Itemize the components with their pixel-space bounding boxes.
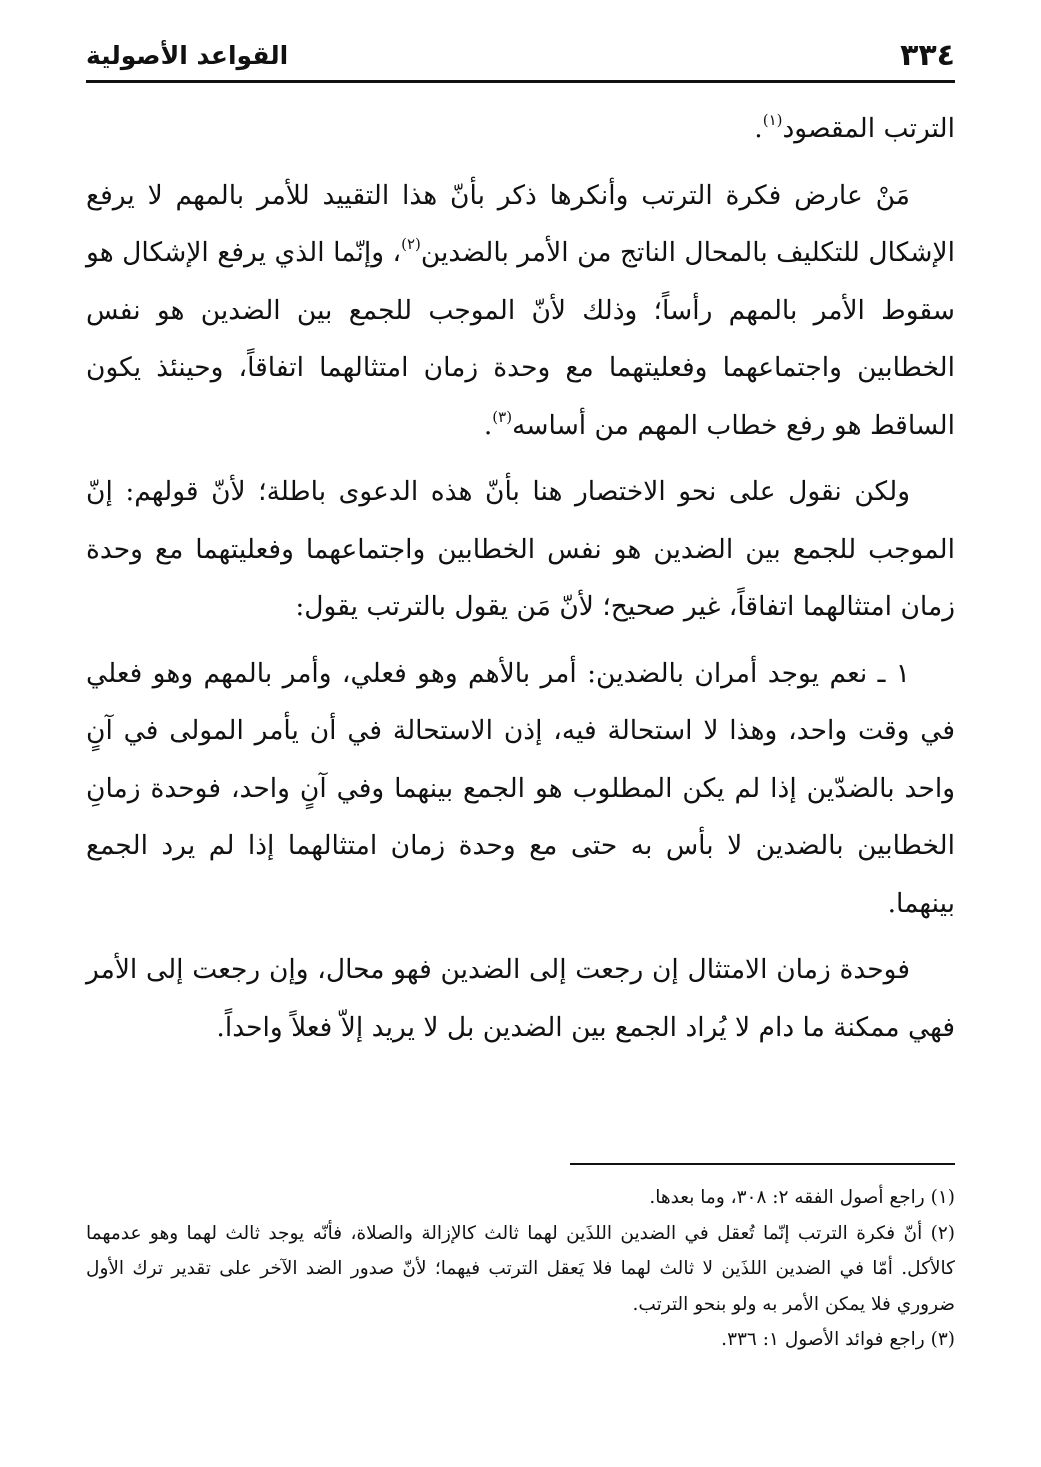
footnote-ref-2: (٢): [401, 235, 421, 253]
footnote-divider: [570, 1163, 955, 1165]
paragraph-3: ولكن نقول على نحو الاختصار هنا بأنّ هذه الدعوى باطلة؛ لأنّ قولهم: إنّ الموجب للجمع بين الضدين هو نفس الخطابين واجتماعهما وفعليتهما مع وحدة زمان امتثالهما اتفاقاً، غير صحيح؛ لأنّ مَن يقول بالترتب يقول:: [86, 476, 955, 622]
paragraph-2-end: .: [483, 409, 493, 441]
footnote-2: (٢) أنّ فكرة الترتب إنّما تُعقل في الضدين اللذَين لهما ثالث كالإزالة والصلاة، فأنّه يوجد ثالث لهما وهو عدمهما كالأكل. أمّا في الضدين اللذَين لا ثالث لهما فلا يَعقل الترتب فيهما؛ لأنّ صدور الضد الآخر على تقدير ترك الأول ضروري فلا يمكن الأمر به ولو بنحو الترتب.: [86, 1222, 955, 1315]
footnote-3: (٣) راجع فوائد الأصول ١: ٣٣٦.: [721, 1329, 955, 1350]
main-text: [86, 100, 955, 1065]
paragraph-2: [86, 167, 955, 455]
page-number: ٣٣٤: [900, 37, 955, 73]
footnote-1: (١) راجع أصول الفقه ٢: ٣٠٨، وما بعدها.: [649, 1187, 955, 1208]
footnotes: [86, 1180, 955, 1358]
paragraph-2-part-a: مَنْ عارض فكرة الترتب وأنكرها ذكر بأنّ هذا التقييد للأمر بالمهم لا يرفع الإشكال للتكليف بالمحال الناتج من الأمر بالضدين: [86, 179, 955, 268]
paragraph-1: [86, 100, 955, 158]
paragraph-1-end: .: [754, 113, 763, 144]
paragraph-1-text: الترتب المقصود: [782, 113, 955, 144]
footnote-ref-3: (٣): [492, 407, 513, 426]
paragraph-5: فوحدة زمان الامتثال إن رجعت إلى الضدين فهو محال، وإن رجعت إلى الأمر فهي ممكنة ما دام لا يُراد الجمع بين الضدين بل لا يريد إلاّ فعلاً واحداً.: [86, 954, 955, 1043]
running-title: القواعد الأصولية: [86, 40, 289, 70]
paragraph-4: ١ ـ نعم يوجد أمران بالضدين: أمر بالأهم وهو فعلي، وأمر بالمهم وهو فعلي في وقت واحد، وهذا لا استحالة فيه، إذن الاستحالة في أن يأمر المولى في آنٍ واحد بالضدّين إذا لم يكن المطلوب هو الجمع بينهما وفي آنٍ واحد، فوحدة زمانِ الخطابين بالضدين لا بأس به حتى مع وحدة زمان امتثالهما إذا لم يرد الجمع بينهما.: [86, 657, 955, 919]
paragraph-2-part-b: ، وإنّما الذي يرفع الإشكال هو سقوط الأمر بالمهم رأساً؛ وذلك لأنّ الموجب للجمع بين الضدين هو نفس الخطابين واجتماعهما وفعليتهما مع وحدة زمان امتثالهما اتفاقاً، وحينئذ يكون الساقط هو رفع خطاب المهم من أساسه: [86, 237, 955, 441]
header-divider: [86, 80, 955, 83]
footnote-ref-1: (١): [762, 111, 783, 129]
page-header: [86, 30, 955, 80]
